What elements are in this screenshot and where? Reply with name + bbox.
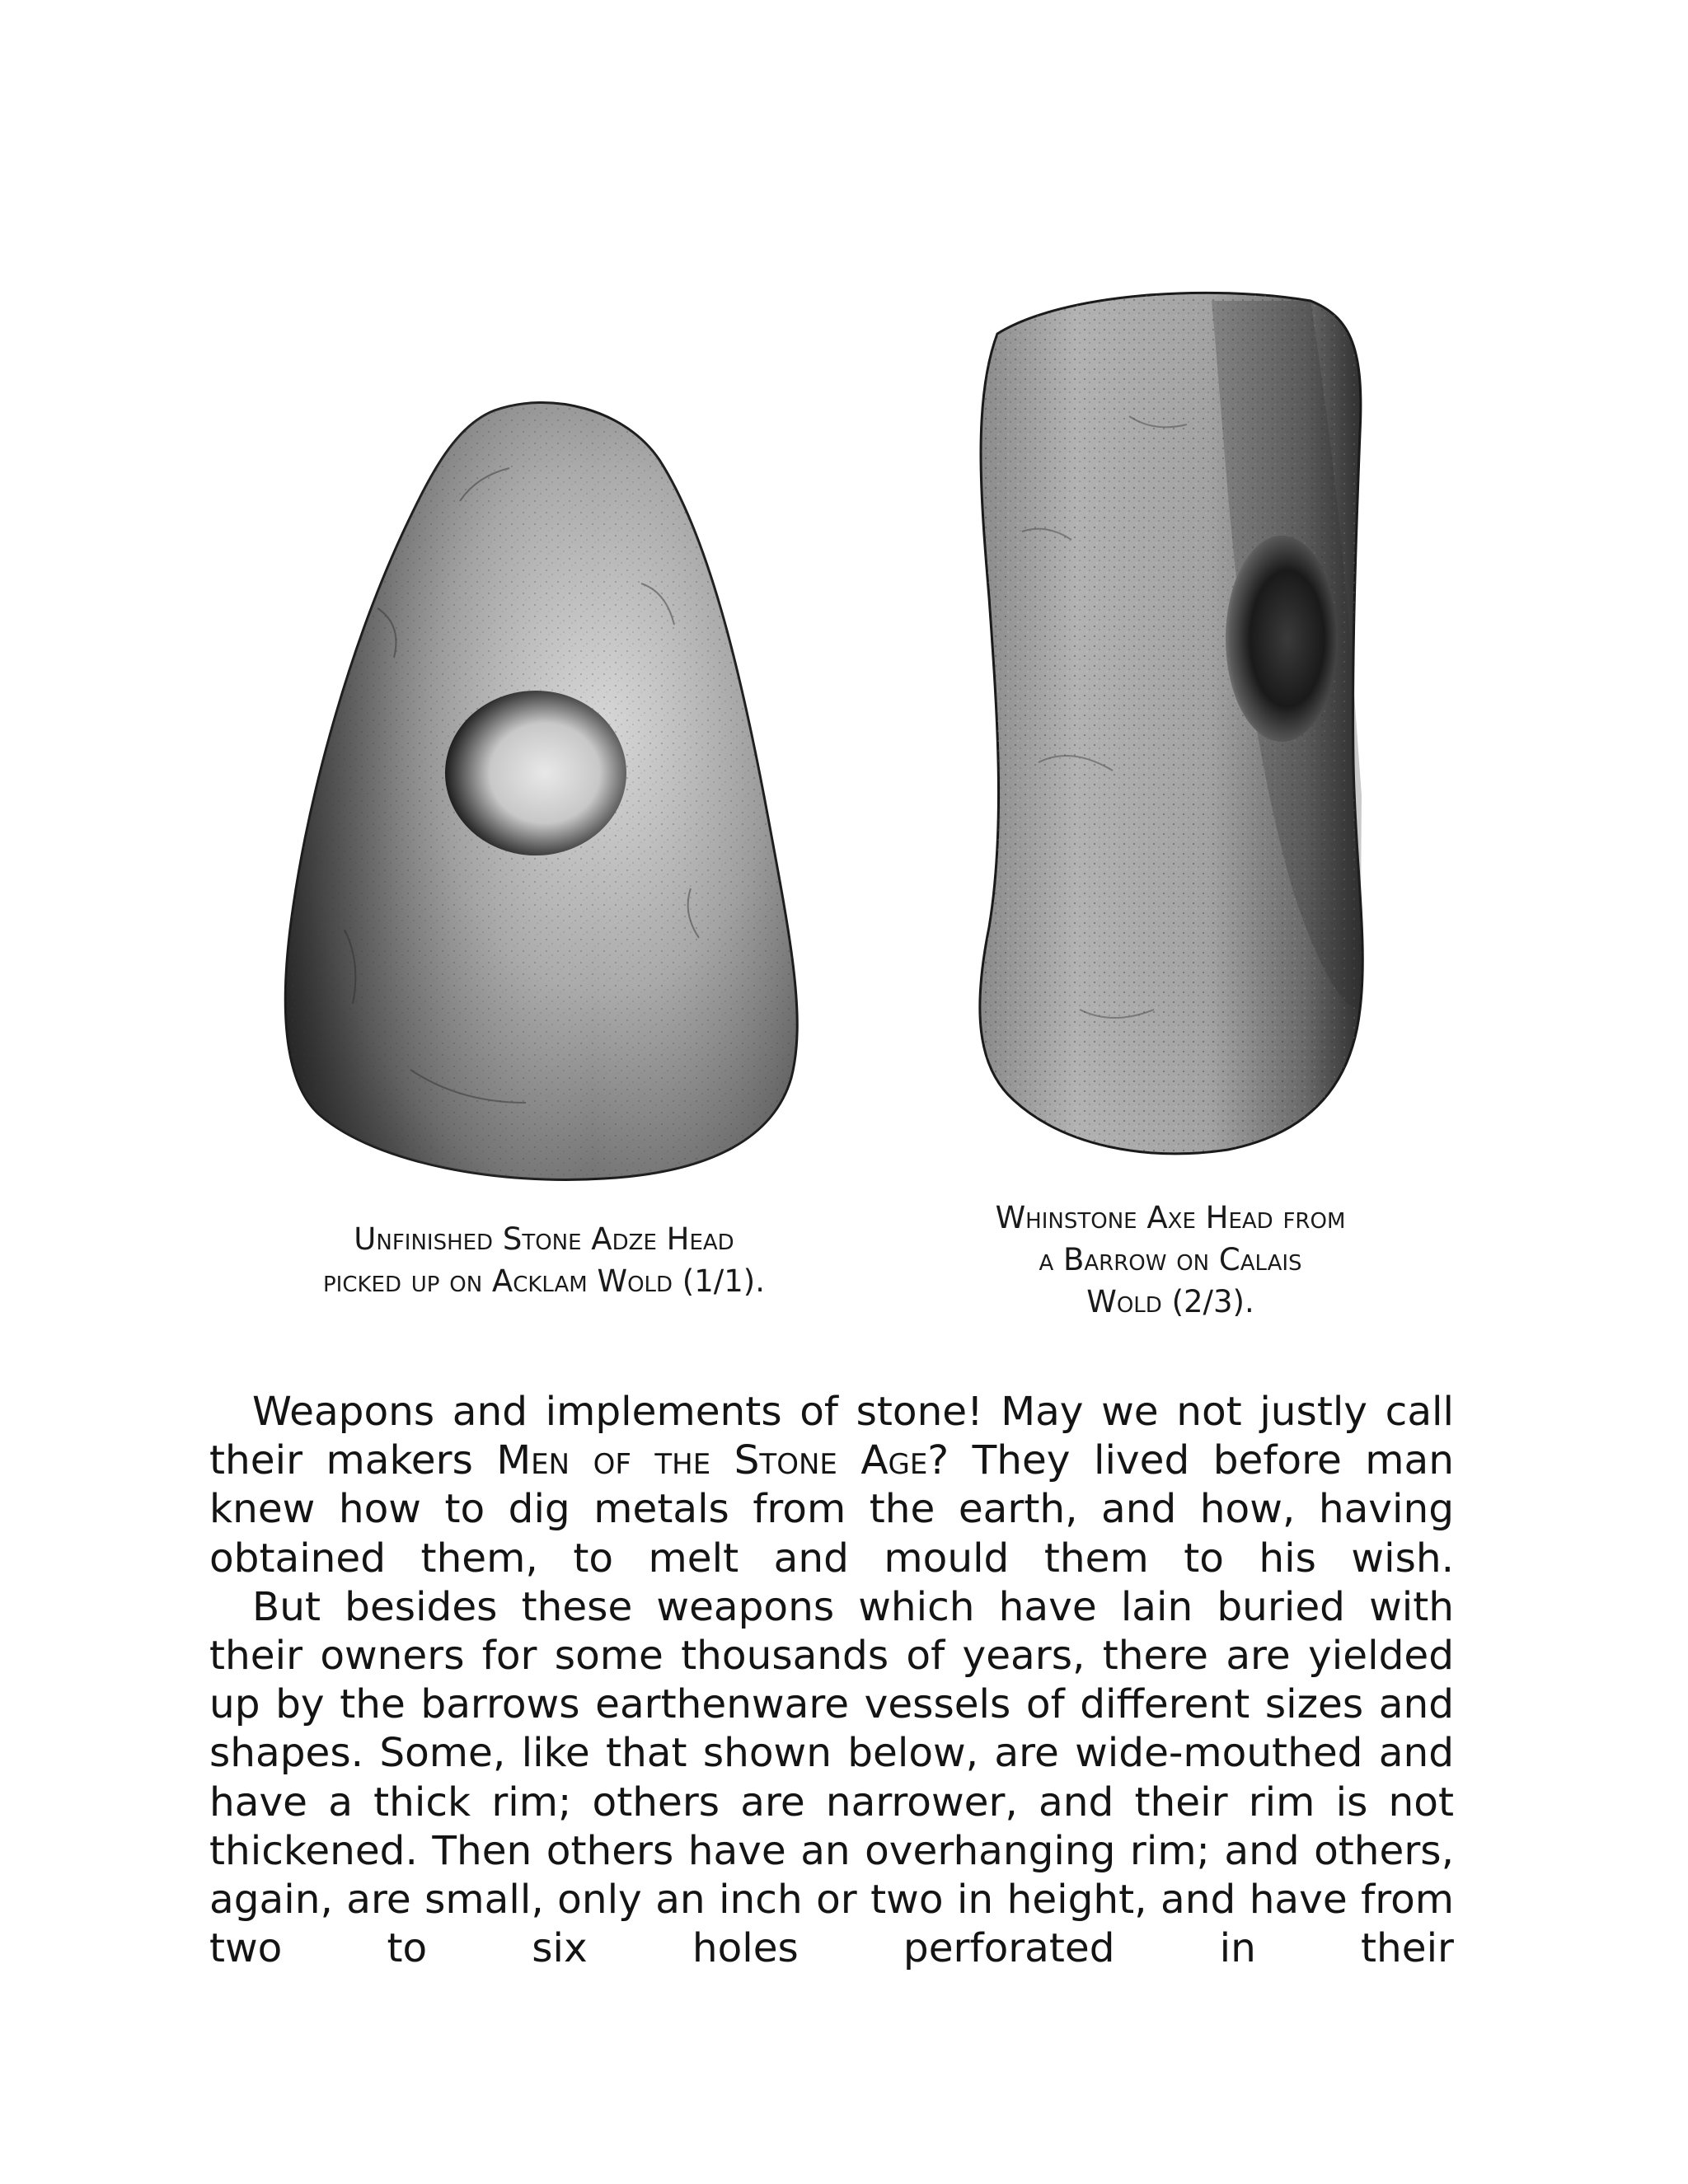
adze-caption	[272, 1218, 816, 1302]
paragraph-1-smallcaps-phrase: Men of the Stone Age	[496, 1437, 928, 1484]
paragraph-1	[209, 1388, 1454, 1583]
axe-caption-line-3: Wold (2/3).	[1086, 1284, 1254, 1319]
adze-caption-line-2: picked up on Acklam Wold (1/1).	[323, 1263, 765, 1299]
paragraph-2: But besides these weapons which have lain buried with their owners for some thousands of years, there are yielded up by the barrows earthenware vessels of different sizes and shapes. Some, like that shown below, are wide-mouthed and have a thick rim; others are narrower, and their rim is not thickened. Then others have an overhanging rim; and others, again, are small, only an inch or two in height, and have from two to six holes perforated in their	[209, 1583, 1454, 1972]
adze-perforation	[445, 691, 626, 855]
axe-head-illustration	[964, 268, 1376, 1166]
axe-caption-line-2: a Barrow on Calais	[1039, 1242, 1302, 1277]
axe-perforation	[1226, 536, 1338, 742]
paragraph-1-start: Weapons and implements of stone! May we not justly call their makers	[209, 1389, 1454, 1484]
paragraph-1-end: ? They lived before man knew how to dig metals from the earth, and how, having obtained them, to melt and mould them to his wish.	[209, 1437, 1454, 1582]
body-text	[209, 1388, 1454, 1973]
axe-caption-line-1: Whinstone Axe Head from	[995, 1200, 1346, 1235]
adze-head-illustration	[279, 394, 814, 1185]
adze-caption-line-1: Unfinished Stone Adze Head	[354, 1221, 734, 1257]
axe-caption	[923, 1197, 1418, 1323]
